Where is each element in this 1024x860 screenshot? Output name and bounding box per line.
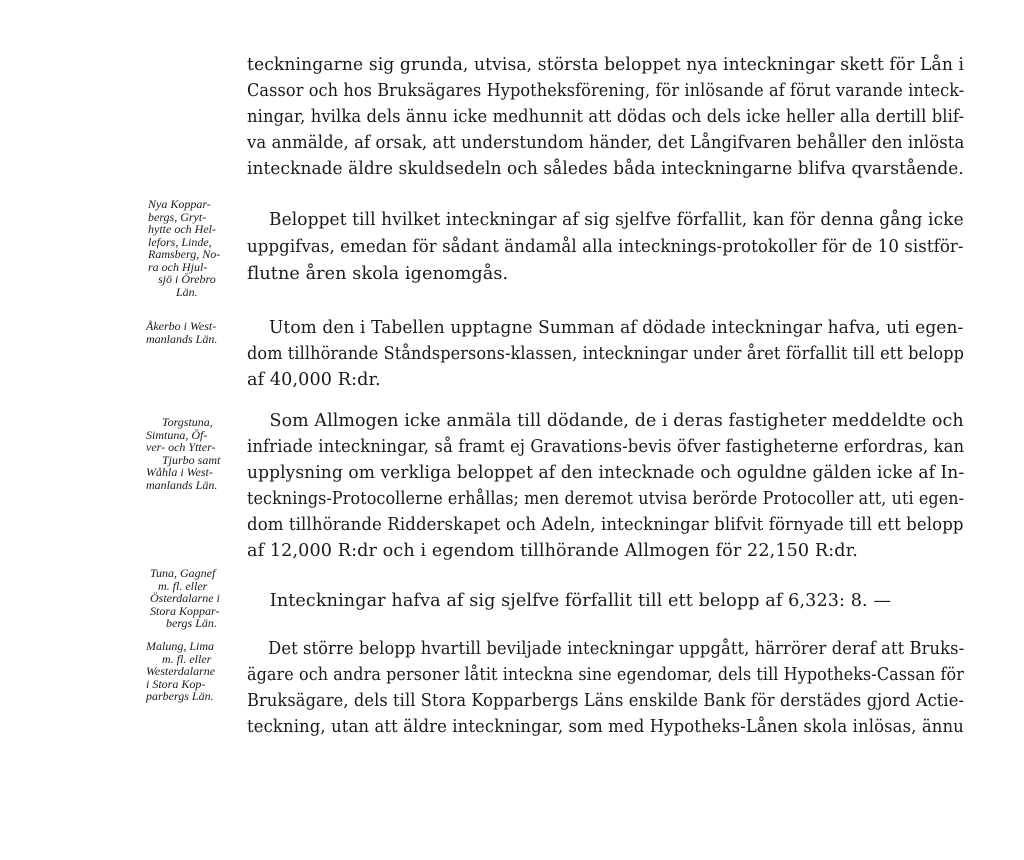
text-line: Cassor och hos Bruksägares Hypotheksförening, för inlösande af förut varande inteck- <box>247 81 965 101</box>
margin-note-line: m. fl. eller <box>158 578 208 593</box>
text-line: Bruksägare, dels till Stora Kopparbergs Läns enskilde Bank för derstädes gjord Actie- <box>247 691 964 711</box>
text-line: teckning, utan att äldre inteckningar, som med Hypotheks-Lånen skola inlösas, ännu <box>247 717 964 737</box>
text-line: dom tillhörande Ståndspersons-klassen, inteckningar under året förfallit till ett belopp <box>247 344 965 364</box>
text-line: Inteckningar hafva af sig sjelfve förfallit till ett belopp af 6,323: 8. — <box>247 591 892 611</box>
text-line: dom tillhörande Ridderskapet och Adeln, inteckningar blifvit förnyade till ett belopp <box>247 515 964 535</box>
text-line: Det större belopp hvartill beviljade inteckningar uppgått, härrörer deraf att Bruks- <box>247 639 965 659</box>
margin-note-line: manlands Län. <box>146 477 218 492</box>
margin-note-line: Wåhla i West- <box>146 465 213 479</box>
margin-note-line: parbergs Län. <box>146 689 214 703</box>
text-line: tecknings-Protocollerne erhållas; men deremot utvisa berörde Protocoller att, uti egen- <box>247 489 965 509</box>
text-line: teckningarne sig grunda, utvisa, största beloppet nya inteckningar skett för Lån i <box>247 55 965 75</box>
text-line: uppgifvas, emedan för sådant ändamål alla intecknings-protokoller för de 10 sistför- <box>247 237 964 257</box>
text-line: Beloppet till hvilket inteckningar af sig sjelfve förfallit, kan för denna gång icke <box>247 210 964 230</box>
text-line: ägare och andra personer låtit inteckna sine egendomar, dels till Hypotheks-Cassan för <box>247 665 964 685</box>
margin-note-line: Simtuna, Öf- <box>146 427 208 442</box>
margin-note-line: Westerdalarne <box>146 664 216 678</box>
text-line: Som Allmogen icke anmäla till dödande, de i deras fastigheter meddeldte och <box>247 411 964 431</box>
text-line: intecknade äldre skuldsedeln och således båda inteckningarne blifva qvarstående. <box>247 159 964 179</box>
text-line: af 40,000 R:dr. <box>247 370 381 390</box>
margin-note-3 <box>146 416 220 491</box>
margin-note-5 <box>146 640 215 703</box>
text-line: Utom den i Tabellen upptagne Summan af dödade inteckningar hafva, uti egen- <box>247 318 964 338</box>
text-line: flutne åren skola igenomgås. <box>247 264 509 284</box>
margin-note-line: Stora Koppar- <box>150 603 220 618</box>
margin-note-4 <box>150 567 220 630</box>
margin-note-line: Tjurbo samt <box>162 452 221 467</box>
text-line: infriade inteckningar, så framt ej Gravations-bevis öfver fastigheterne erfordras, kan <box>247 437 965 457</box>
margin-note-line: Län. <box>176 284 198 299</box>
margin-note-line: Ramsberg, No- <box>148 247 221 261</box>
margin-note-1 <box>148 198 220 298</box>
margin-note-line: Nya Koppar- <box>148 197 211 211</box>
text-line: va anmälde, af orsak, att understundom händer, det Långifvaren behåller den inlösta <box>247 133 965 153</box>
margin-note-line: bergs, Gryt- <box>148 209 207 224</box>
margin-note-line: ra och Hjul- <box>148 259 208 274</box>
margin-note-2 <box>146 320 217 345</box>
margin-note-line: Tuna, Gagnef <box>150 566 216 580</box>
margin-note-line: Torgstuna, <box>162 415 213 429</box>
margin-note-line: Malung, Lima <box>146 639 215 653</box>
text-line: ningar, hvilka dels ännu icke medhunnit att dödas och dels icke heller alla dertill blif- <box>247 107 965 127</box>
text-line: af 12,000 R:dr och i egendom tillhörande Allmogen för 22,150 R:dr. <box>247 541 858 561</box>
margin-note-line: sjö i Örebro <box>158 272 216 286</box>
margin-note-line: bergs Län. <box>166 616 217 630</box>
margin-note-line: m. fl. eller <box>162 651 212 666</box>
margin-note-line: ver- och Ytter- <box>146 440 216 454</box>
margin-note-line: lefors, Linde, <box>148 234 212 249</box>
margin-note-line: manlands Län. <box>146 331 218 346</box>
margin-note-line: Österdalarne i <box>150 591 220 605</box>
margin-note-line: Åkerbo i West- <box>146 319 217 333</box>
margin-note-line: i Stora Kop- <box>146 676 206 691</box>
text-line: upplysning om verkliga beloppet af den intecknade och oguldne gälden icke af In- <box>247 463 965 483</box>
margin-note-line: hytte och Hel- <box>148 222 216 236</box>
